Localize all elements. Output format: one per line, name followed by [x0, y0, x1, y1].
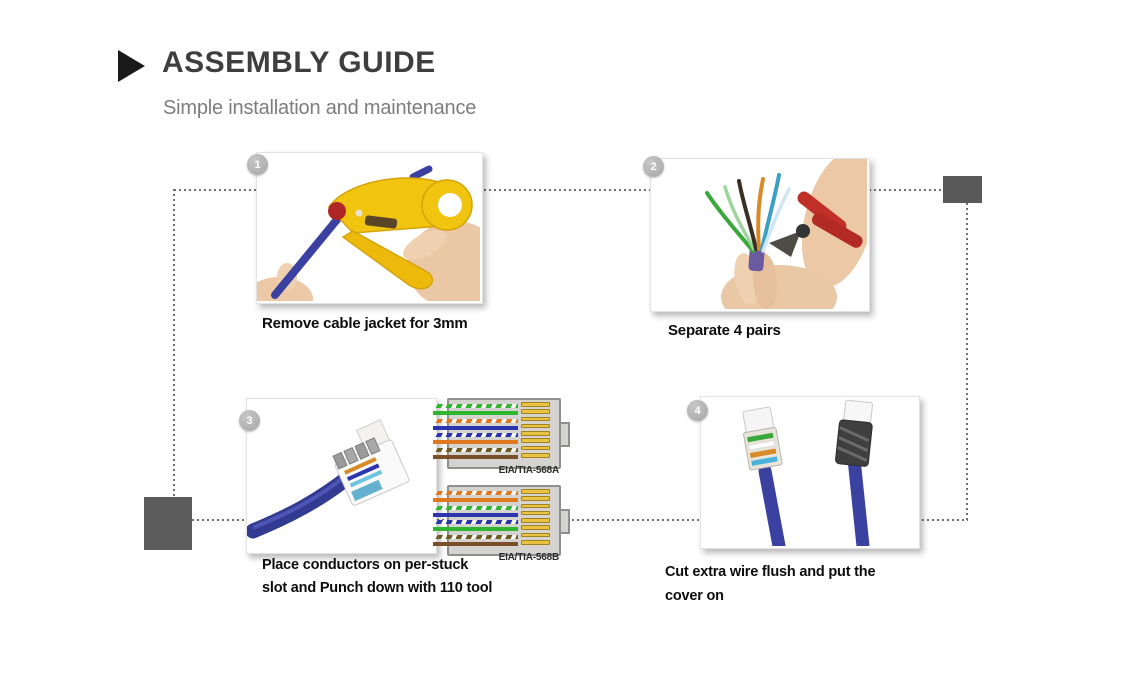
connector-pin	[521, 438, 550, 443]
step-3-badge: 3	[239, 410, 260, 431]
dashed-line-right	[966, 203, 968, 521]
anchor-square-bottom-left	[144, 497, 192, 550]
step-1-badge: 1	[247, 154, 268, 175]
wire-white-orange	[433, 419, 518, 423]
finished-connectors-illustration	[701, 397, 917, 546]
page-subtitle: Simple installation and maintenance	[163, 97, 477, 119]
photo-step4-finished-connectors	[700, 396, 920, 549]
photo-step3-keystone-jack	[246, 398, 437, 554]
wire-rows-568b	[433, 491, 518, 549]
step-4-badge: 4	[687, 400, 708, 421]
rj45-connector-tab	[561, 422, 570, 447]
connector-pin	[521, 496, 550, 501]
connector-pin	[521, 402, 550, 407]
step-4-caption: Cut extra wire flush and put the cover on	[665, 564, 876, 604]
connector-pin	[521, 540, 550, 545]
play-triangle-icon	[118, 50, 145, 82]
connector-pin	[521, 424, 550, 429]
wire-white-brown	[433, 535, 518, 539]
connector-pin	[521, 504, 550, 509]
photo-step1-cable-stripper	[256, 152, 483, 304]
wire-blue	[433, 426, 518, 430]
connector-pin	[521, 525, 550, 530]
gold-pins-568b	[521, 489, 550, 547]
connector-pin	[521, 489, 550, 494]
rj45-connector-tab	[561, 509, 570, 534]
diagram-label-568b: EIA/TIA-568B	[498, 552, 559, 563]
wire-white-green	[433, 506, 518, 510]
wire-white-orange	[433, 491, 518, 495]
wire-brown	[433, 542, 518, 546]
wire-white-brown	[433, 448, 518, 452]
connector-pin	[521, 431, 550, 436]
dashed-line-left	[173, 189, 175, 497]
wire-white-blue	[433, 520, 518, 524]
wire-brown	[433, 455, 518, 459]
wire-green	[433, 527, 518, 531]
wire-rows-568a	[433, 404, 518, 462]
wire-orange	[433, 498, 518, 502]
connector-pin	[521, 533, 550, 538]
wire-blue	[433, 513, 518, 517]
wire-orange	[433, 440, 518, 444]
diagram-label-568a: EIA/TIA-568A	[498, 465, 559, 476]
connector-pin	[521, 453, 550, 458]
separate-pairs-illustration	[651, 159, 867, 309]
connector-pin	[521, 511, 550, 516]
connector-pin	[521, 446, 550, 451]
wiring-diagram-568a	[433, 397, 573, 481]
step-1-caption: Remove cable jacket for 3mm	[262, 315, 468, 332]
connector-pin	[521, 417, 550, 422]
wire-green	[433, 411, 518, 415]
photo-step2-separate-pairs	[650, 158, 870, 312]
anchor-square-top-right	[943, 176, 982, 203]
wire-white-green	[433, 404, 518, 408]
step-3-caption: Place conductors on per-stuck slot and Punch down with 110 tool	[262, 557, 493, 596]
connector-pin	[521, 518, 550, 523]
gold-pins-568a	[521, 402, 550, 460]
page-title: ASSEMBLY GUIDE	[162, 46, 436, 79]
step-2-caption: Separate 4 pairs	[668, 322, 781, 339]
connector-pin	[521, 409, 550, 414]
wire-white-blue	[433, 433, 518, 437]
cable-stripper-illustration	[257, 153, 480, 301]
step-2-badge: 2	[643, 156, 664, 177]
keystone-punchdown-illustration	[247, 399, 434, 551]
